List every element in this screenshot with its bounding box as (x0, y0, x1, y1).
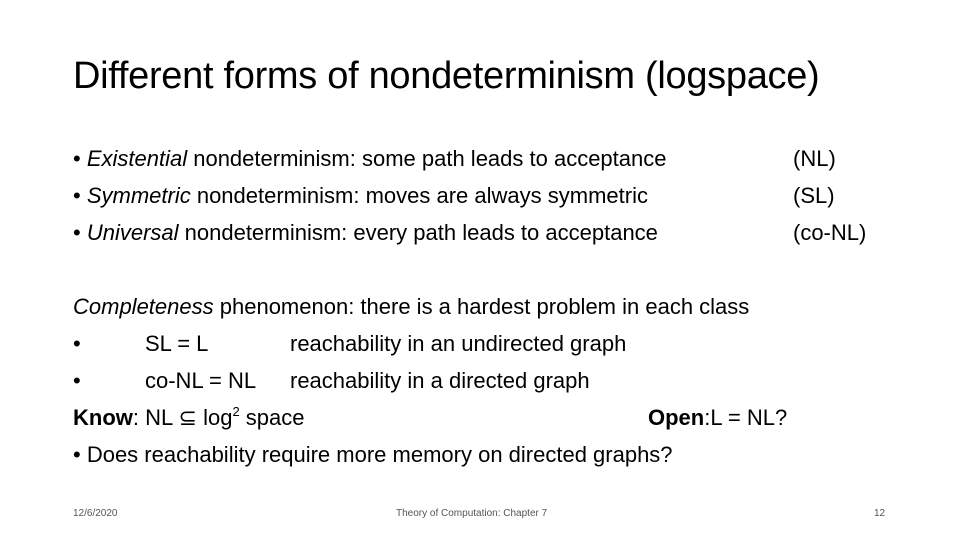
bullet: • (73, 146, 81, 171)
footer-date: 12/6/2020 (73, 508, 118, 519)
form-item-symmetric (73, 183, 648, 209)
open-text: :L = NL? (704, 405, 788, 430)
know-text: : NL ⊆ log (132, 405, 233, 430)
open-question (648, 405, 787, 431)
know-exponent: 2 (232, 404, 240, 419)
slide-title: Different forms of nondeterminism (logspace) (73, 55, 820, 97)
bullet: • (73, 183, 81, 208)
form-description: nondeterminism: some path leads to acceptance (187, 146, 667, 171)
bullet: • (73, 220, 81, 245)
form-class-sl: (SL) (793, 183, 835, 208)
form-kind: Symmetric (86, 183, 191, 208)
open-label: Open (648, 405, 705, 430)
form-kind: Universal (86, 220, 179, 245)
form-class-conl: (co-NL) (793, 220, 867, 245)
completeness-term: Completeness (73, 294, 214, 319)
class-equality-sl: SL = L (145, 331, 209, 356)
form-description: nondeterminism: every path leads to acceptance (178, 220, 658, 245)
form-item-universal (73, 220, 658, 246)
form-item-existential (73, 146, 667, 172)
form-kind: Existential (86, 146, 188, 171)
completeness-text: phenomenon: there is a hardest problem in each class (213, 294, 750, 319)
know-text-end: space (239, 405, 305, 430)
know-line (73, 405, 305, 431)
class-problem-sl: reachability in an undirected graph (290, 331, 627, 356)
form-description: nondeterminism: moves are always symmetric (190, 183, 648, 208)
bullet: • (73, 368, 81, 393)
footer-course: Theory of Computation: Chapter 7 (396, 508, 548, 519)
question-text: Does reachability require more memory on directed graphs? (86, 442, 673, 467)
form-class-nl: (NL) (793, 146, 836, 171)
class-problem-nl: reachability in a directed graph (290, 368, 590, 393)
class-bullet-1 (73, 331, 81, 357)
completeness-line (73, 294, 749, 320)
bullet: • (73, 331, 81, 356)
class-equality-nl: co-NL = NL (145, 368, 257, 393)
footer-page-number: 12 (874, 508, 886, 519)
reachability-question (73, 442, 673, 468)
bullet: • (73, 442, 81, 467)
class-bullet-2 (73, 368, 81, 394)
know-label: Know (73, 405, 133, 430)
